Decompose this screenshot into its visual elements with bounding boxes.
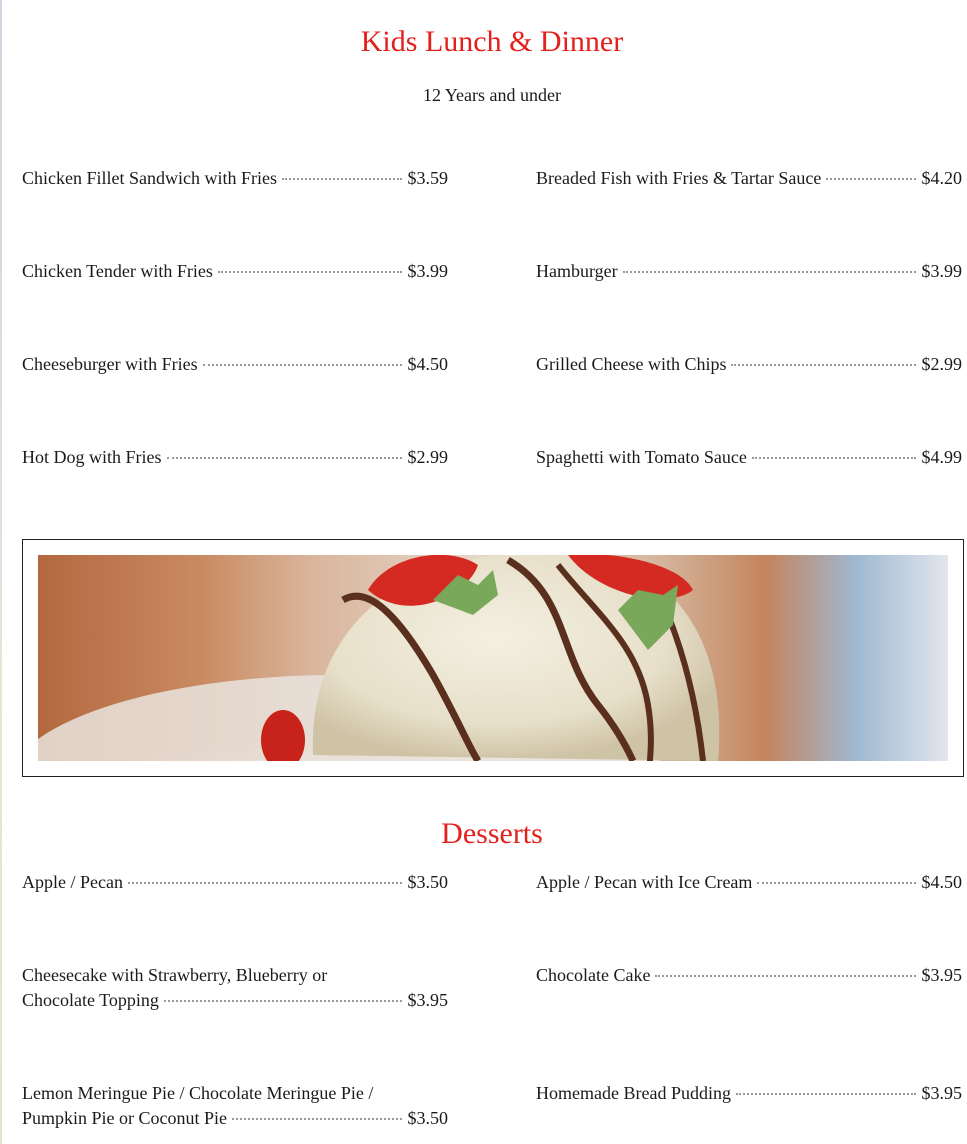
photo-frame [22,539,964,777]
item-price: $3.95 [921,965,962,985]
ice-cream-dessert-photo [38,555,948,761]
item-name: Grilled Cheese with Chips [536,354,727,374]
menu-item [22,1081,448,1131]
item-price: $2.99 [921,354,962,374]
item-name: Pumpkin Pie or Coconut Pie [22,1108,228,1128]
menu-item [536,445,962,470]
dotted-leader [655,975,915,977]
menu-item [536,352,962,377]
dotted-leader [203,364,402,366]
item-price: $4.20 [921,168,962,188]
item-price: $3.50 [407,1108,448,1128]
item-price: $3.50 [407,872,448,892]
dotted-leader [167,457,402,459]
item-name: Apple / Pecan with Ice Cream [536,872,753,892]
page-edge-line [0,0,2,1144]
dotted-leader [623,271,916,273]
item-name: Apple / Pecan [22,872,123,892]
menu-item [536,963,962,988]
desserts-section-title: Desserts [441,817,543,850]
item-name: Spaghetti with Tomato Sauce [536,447,747,467]
item-name: Hamburger [536,261,618,281]
menu-item [22,445,448,470]
item-price: $3.99 [921,261,962,281]
menu-item [536,166,962,191]
menu-item [22,166,448,191]
dotted-leader [128,882,402,884]
dotted-leader [164,1000,402,1002]
menu-item [22,870,448,895]
menu-item [22,259,448,284]
kids-section-title: Kids Lunch & Dinner [360,25,624,58]
menu-item [536,1081,962,1106]
item-price: $4.50 [407,354,448,374]
item-price: $3.95 [407,990,448,1010]
menu-item [536,870,962,895]
dotted-leader [757,882,915,884]
item-price: $4.50 [921,872,962,892]
item-name: Hot Dog with Fries [22,447,162,467]
menu-item [22,963,448,1013]
item-name: Chicken Tender with Fries [22,261,213,281]
item-name: Chocolate Topping [22,990,159,1010]
item-price: $3.99 [407,261,448,281]
dotted-leader [826,178,915,180]
kids-section-subtitle: 12 Years and under [423,85,561,105]
dotted-leader [218,271,402,273]
item-price: $3.95 [921,1083,962,1103]
dotted-leader [282,178,402,180]
dotted-leader [731,364,915,366]
menu-item [22,352,448,377]
dotted-leader [736,1093,916,1095]
item-price: $2.99 [407,447,448,467]
item-price: $3.59 [407,168,448,188]
item-name: Chicken Fillet Sandwich with Fries [22,168,277,188]
item-price: $4.99 [921,447,962,467]
item-name-line1: Cheesecake with Strawberry, Blueberry or [22,965,328,985]
dotted-leader [232,1118,401,1120]
item-name: Homemade Bread Pudding [536,1083,731,1103]
menu-item [536,259,962,284]
dotted-leader [752,457,916,459]
item-name: Breaded Fish with Fries & Tartar Sauce [536,168,822,188]
item-name: Cheeseburger with Fries [22,354,198,374]
item-name: Chocolate Cake [536,965,651,985]
item-name-line1: Lemon Meringue Pie / Chocolate Meringue Pie / [22,1083,374,1103]
